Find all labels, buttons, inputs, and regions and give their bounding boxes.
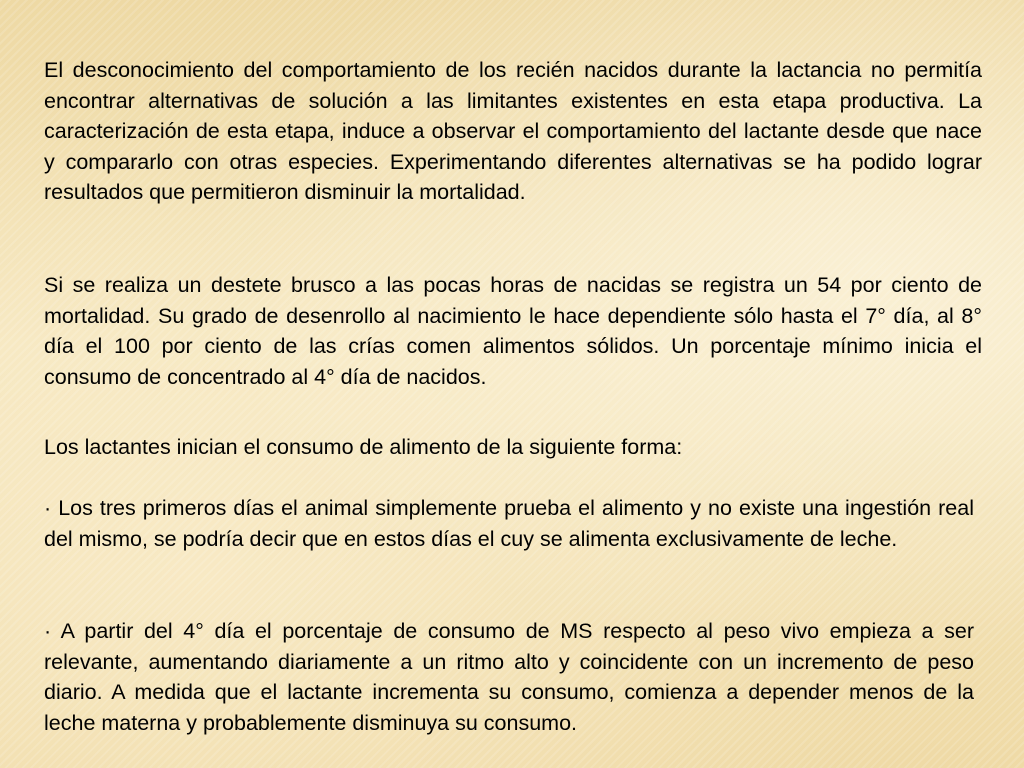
paragraph-intro: El desconocimiento del comportamiento de los recién nacidos durante la lactancia no permitía encontrar alternativas de solución a las limitantes existentes en esta etapa productiva. La caracterización de esta etapa, induce a observar el comportamiento del lactante desde que nace y compararlo con otras especies. Experimentando diferentes alternativas se ha podido lograr resultados que permitieron disminuir la mortalidad. <box>44 58 982 204</box>
paragraph-weaning-mortality: Si se realiza un destete brusco a las pocas horas de nacidas se registra un 54 por ciento de mortalidad. Su grado de desenrollo al nacimiento le hace dependiente sólo hasta el 7° día, al 8° día el 100 por ciento de las crías comen alimentos sólidos. Un porcentaje mínimo inicia el consumo de concentrado al 4° día de nacidos. <box>44 273 982 389</box>
paragraph-feeding-intro: Los lactantes inician el consumo de alimento de la siguiente forma: <box>44 435 683 459</box>
bullet-from-day-four: · A partir del 4° día el porcentaje de consumo de MS respecto al peso vivo empieza a ser relevante, aumentando diariamente a un ritmo alto y coincidente con un incremento de peso diario. A medida que el lactante incrementa su consumo, comienza a depender menos de la leche materna y probablemente disminuya su consumo. <box>44 619 974 735</box>
bullet-first-days: · Los tres primeros días el animal simplemente prueba el alimento y no existe una ingestión real del mismo, se podría decir que en estos días el cuy se alimenta exclusivamente de leche. <box>44 496 974 551</box>
